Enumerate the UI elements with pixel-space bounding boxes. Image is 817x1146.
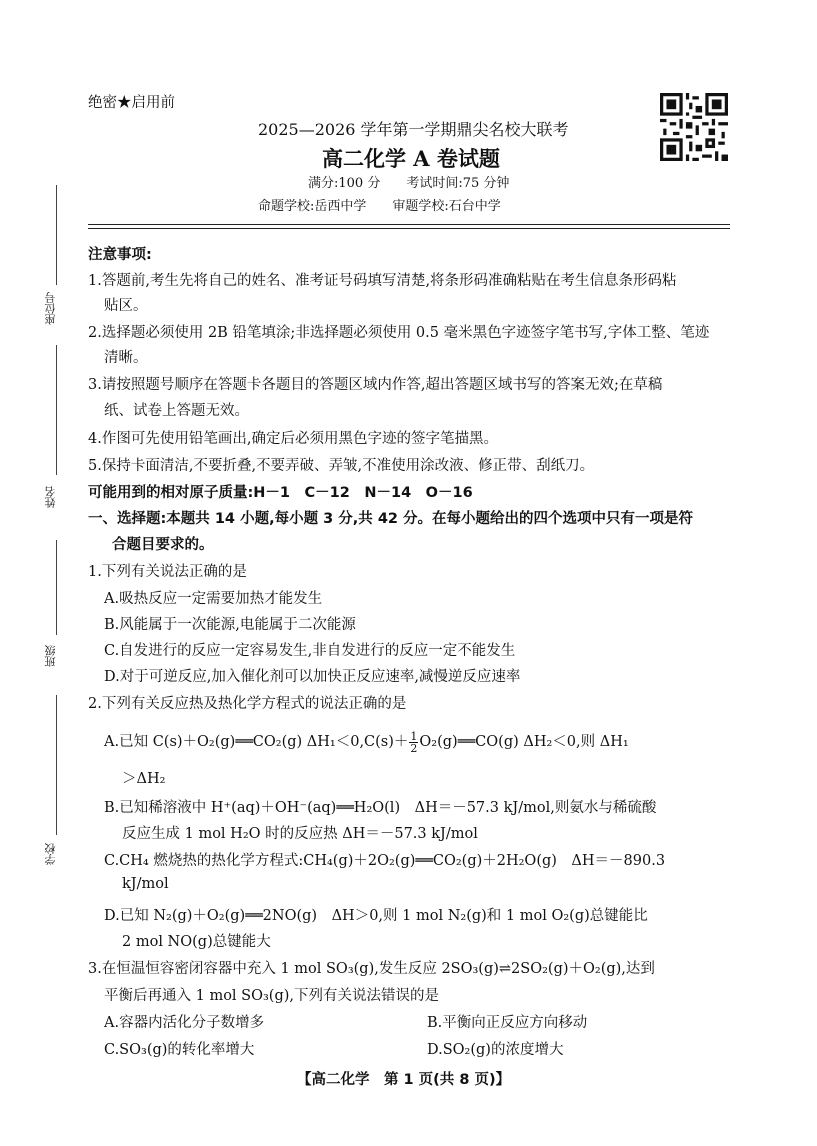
question-1-option-c: C.自发进行的反应一定容易发生,非自发进行的反应一定不能发生 (104, 643, 516, 659)
sidebar-school-label: 学校 (44, 843, 57, 865)
section-heading: 一、选择题:本题共 14 小题,每小题 3 分,共 42 分。在每小题给出的四个选项中只有一项是符 (88, 511, 694, 527)
sidebar-line (56, 540, 57, 635)
exam-name: 2025—2026 学年第一学期鼎尖名校大联考 (258, 120, 569, 139)
sidebar-line (56, 345, 57, 475)
exam-meta-score-time: 满分:100 分 考试时间:75 分钟 (308, 176, 510, 191)
secret-label: 绝密★启用前 (88, 95, 175, 111)
question-2-option-c: C.CH₄ 燃烧热的热化学方程式:CH₄(g)＋2O₂(g)══CO₂(g)＋2H₂O(g) ΔH＝－890.3 (104, 853, 666, 869)
notice-heading: 注意事项: (88, 247, 152, 263)
option-a-part2: O₂(g)══CO(g) ΔH₂＜0,则 ΔH₁ (419, 734, 629, 750)
header-rule-top (88, 224, 730, 225)
notice-item: 1.答题前,考生先将自己的姓名、准考证号码填写清楚,将条形码准确粘贴在考生信息条形码粘 (88, 273, 677, 289)
question-2-option-a-cont: ＞ΔH₂ (122, 771, 166, 787)
question-3-option-c: C.SO₃(g)的转化率增大 (104, 1042, 255, 1058)
question-3-stem-cont: 平衡后再通入 1 mol SO₃(g),下列有关说法错误的是 (104, 988, 440, 1004)
notice-item: 3.请按照题号顺序在答题卡各题目的答题区域内作答,超出答题区域书写的答案无效;在草稿 (88, 377, 663, 393)
question-2-option-b-cont: 反应生成 1 mol H₂O 时的反应热 ΔH＝－57.3 kJ/mol (122, 826, 478, 842)
question-3-stem: 3.在恒温恒容密闭容器中充入 1 mol SO₃(g),发生反应 2SO₃(g)⇌2SO₂(g)＋O₂(g),达到 (88, 961, 655, 977)
question-1-option-a: A.吸热反应一定需要加热才能发生 (104, 591, 323, 607)
question-1-option-d: D.对于可逆反应,加入催化剂可以加快正反应速率,减慢逆反应速率 (104, 669, 521, 685)
question-2-option-d: D.已知 N₂(g)＋O₂(g)══2NO(g) ΔH＞0,则 1 mol N₂(g)和 1 mol O₂(g)总键能比 (104, 908, 648, 924)
question-2-stem: 2.下列有关反应热及热化学方程式的说法正确的是 (88, 696, 407, 712)
notice-item: 贴区。 (104, 298, 148, 314)
question-2-option-b: B.已知稀溶液中 H⁺(aq)＋OH⁻(aq)══H₂O(l) ΔH＝－57.3 kJ/mol,则氨水与稀硫酸 (104, 800, 657, 816)
question-1-stem: 1.下列有关说法正确的是 (88, 564, 247, 580)
sidebar-line (56, 185, 57, 285)
section-heading-cont: 合题目要求的。 (112, 537, 214, 553)
question-3-option-d: D.SO₂(g)的浓度增大 (427, 1042, 564, 1058)
notice-item: 5.保持卡面清洁,不要折叠,不要弄破、弄皱,不准使用涂改液、修正带、刮纸刀。 (88, 458, 595, 474)
question-2-option-c-cont: kJ/mol (122, 876, 169, 892)
qr-code-icon (660, 93, 728, 161)
question-2-option-a (104, 730, 629, 754)
header-rule-bottom (88, 228, 730, 229)
question-1-option-b: B.风能属于一次能源,电能属于二次能源 (104, 617, 356, 633)
page-footer: 【高二化学 第 1 页(共 8 页)】 (297, 1072, 511, 1088)
atomic-mass-line: 可能用到的相对原子质量:H－1 C－12 N－14 O－16 (88, 485, 473, 501)
page-title: 高二化学 A 卷试题 (322, 146, 500, 171)
sidebar-name-label: 姓名 (44, 486, 57, 508)
question-2-option-d-cont: 2 mol NO(g)总键能大 (122, 934, 271, 950)
notice-item: 4.作图可先使用铅笔画出,确定后必须用黑色字迹的签字笔描黑。 (88, 431, 498, 447)
sidebar-seat-label: 座位号 (44, 292, 57, 325)
exam-meta-schools: 命题学校:岳西中学 审题学校:石台中学 (258, 199, 501, 214)
question-3-option-b: B.平衡向正反应方向移动 (427, 1015, 588, 1031)
option-a-part1: A.已知 C(s)＋O₂(g)══CO₂(g) ΔH₁＜0,C(s)＋ (104, 734, 409, 750)
fraction-half: $\frac{1}{2}$ (410, 729, 418, 755)
question-3-option-a: A.容器内活化分子数增多 (104, 1015, 265, 1031)
notice-item: 纸、试卷上答题无效。 (104, 403, 249, 419)
notice-item: 2.选择题必须使用 2B 铅笔填涂;非选择题必须使用 0.5 毫米黑色字迹签字笔书写,字体工整、笔迹 (88, 325, 710, 341)
sidebar-class-label: 班级 (44, 645, 57, 667)
sidebar-line (56, 695, 57, 835)
notice-item: 清晰。 (104, 350, 148, 366)
